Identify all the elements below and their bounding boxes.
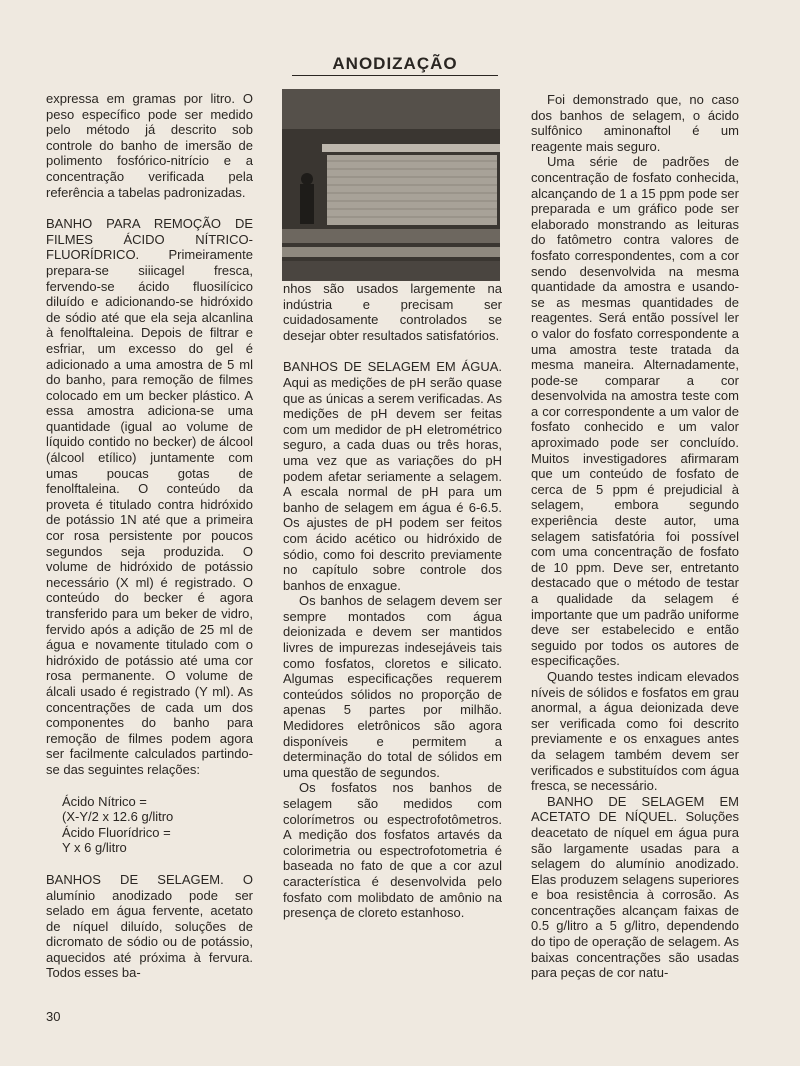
column-2: [283, 281, 502, 921]
formula-line: Y x 6 g/litro: [62, 840, 127, 856]
photo-illustration: [282, 89, 500, 281]
header-rule: [292, 75, 498, 76]
column-1: [46, 91, 253, 981]
paragraph: nhos são usados largemente na indústria e precisam ser cuidadosamente controlados se desejar obter resultados satisfatórios.: [283, 281, 502, 343]
paragraph-banhos-selagem: BANHOS DE SELAGEM. O alumínio anodizado pode ser selado em água fervente, acetato de níquel diluído, soluções de dicromato de sódio ou de potássio, aquecidos até próxima à fervura. Todos esses ba-: [46, 871, 253, 981]
paragraph: Quando testes indicam elevados níveis de sólidos e fosfatos em grau anormal, a água deionizada deve ser verificada como foi descrito previamente e os enxagues antes da selagem também devem ser verificados e substituídos com água fresca, se necessário.: [531, 668, 739, 794]
industrial-tank-photo: [282, 89, 500, 281]
formula-line: (X-Y/2 x 12.6 g/litro: [62, 809, 174, 825]
paragraph-selagem-agua: BANHOS DE SELAGEM EM ÁGUA. Aqui as medições de pH serão quase que as únicas a serem verificadas. As medições de pH devem ser feitas com um medidor de pH eletrométrico seguro, a cada duas ou três horas, uma vez que as variações do pH podem afetar seriamente a selagem. A escala normal de pH para um banho de selagem em água é 6-6.5. Os ajustes de pH podem ser feitos com ácido acético ou hidróxido de sódio, como foi descrito previamente no capítulo sobre controle dos banhos de enxague.: [283, 359, 502, 593]
paragraph: Os fosfatos nos banhos de selagem são medidos com colorímetros ou espectrofotômetros. A medição dos fosfatos artavés da colorimetria ou espectrofotometria é baseada no fato de que a cor azul característica é desenvolvida pelo fosfato com molibdato de amônio na presença de cloreto estanhoso.: [283, 780, 502, 921]
paragraph-selagem-niquel: BANHO DE SELAGEM EM ACETATO DE NÍQUEL. Soluções deacetato de níquel em água pura são largamente usadas para a selagem do alumínio anodizado. Elas produzem selagens superiores e boa resistência à corrosão. As concentrações alcançam faixas de 0.5 g/litro a 5 g/litro, dependendo do tipo de operação de selagem. As baixas concentrações são usadas para peças de cor natu-: [531, 793, 739, 981]
running-header: ANODIZAÇÃO: [332, 54, 458, 73]
formula-line: Ácido Nítrico =: [62, 793, 147, 809]
page-number: 30: [46, 1009, 61, 1024]
paragraph: Foi demonstrado que, no caso dos banhos de selagem, o ácido sulfônico aminonaftol é um reagente mais seguro.: [531, 92, 739, 154]
column-3: [531, 92, 739, 981]
paragraph: expressa em gramas por litro. O peso específico pode ser medido pelo método já descrito sob controle do banho de imersão de polimento fosfórico-nitrício e a concentração verificada pela referência a tabelas padronizadas.: [46, 91, 253, 200]
paragraph: Uma série de padrões de concentração de fosfato conhecida, alcançando de 1 a 15 ppm pode ser preparada e um gráfico pode ser elaborado monstrando as leituras do fatômetro contra valores de fosfato correspondentes, com a cor sendo desenvolvida na mesma quantidade da amostra e usando-se as mesmas quantidades de reagentes. Será então possível ler o valor do fosfato correspondente a uma amostra teste tratada da mesma maneira. Alternadamente, pode-se comparar a cor desenvolvida na amostra teste com a cor correspondente a um valor de fosfato conhecido e um valor aproximado pode ser concluído. Muitos investigadores afirmaram que um conteúdo de fosfato de cerca de 5 ppm é prejudicial à selagem, embora segundo experiência deste autor, uma selagem satisfatória foi possível com uma concentração de fosfato de 10 ppm. Deve ser, entretanto destacado que o método de testar a qualidade da selagem é importante que um padrão uniforme deve ser estabelecido e então seguido por todos os autores de especificações.: [531, 154, 739, 669]
paragraph: Os banhos de selagem devem ser sempre montados com água deionizada e devem ser mantidos livres de impurezas indesejáveis tais como fosfatos, cloretos e silicato. Algumas especificações requerem conteúdos sólidos no proporção de apenas 5 partes por milhão. Medidores eletrônicos são agora disponíveis e permitem a determinação do total de sólidos em uma questão de segundos.: [283, 593, 502, 780]
formula-line: Ácido Fluorídrico =: [62, 824, 171, 840]
formula-block: [46, 794, 253, 856]
paragraph-banho-remocao: BANHO PARA REMOÇÃO DE FILMES ÁCIDO NÍTRICO-FLUORÍDRICO. Primeiramente prepara-se siiicagel fresca, fervendo-se ácido fluosilícico diluído e adicionando-se hidróxido de sódio até que ela seja alcanlina à fenolftaleina. Depois de filtrar e esfriar, um excesso do gel é adicionado a uma amostra de 5 ml do banho, para remoção de filmes colocado em um becker plástico. A essa amostra adiciona-se uma quantidade (igual ao volume de líquido contido no becker) de álcool (álcool etílico) juntamente com umas poucas gotas de fenolftaleina. O conteúdo da proveta é titulado contra hidróxido de potássio 1N até que a primeira cor rosa persistente por poucos segundos seja produzida. O volume de hidróxido de potássio necessário (X ml) é registrado. O conteúdo do becker é agora transferido para um beker de vidro, fervido após a adição de 25 ml de água e novamente titulado com o hidróxido de potássio até uma cor rosa permanente. O volume de álcali usado é registrado (Y ml). As concentrações de cada um dos componentes do banho para remoção de filmes podem agora ser facilmente calculados partindo-se das seguintes relações:: [46, 216, 253, 777]
